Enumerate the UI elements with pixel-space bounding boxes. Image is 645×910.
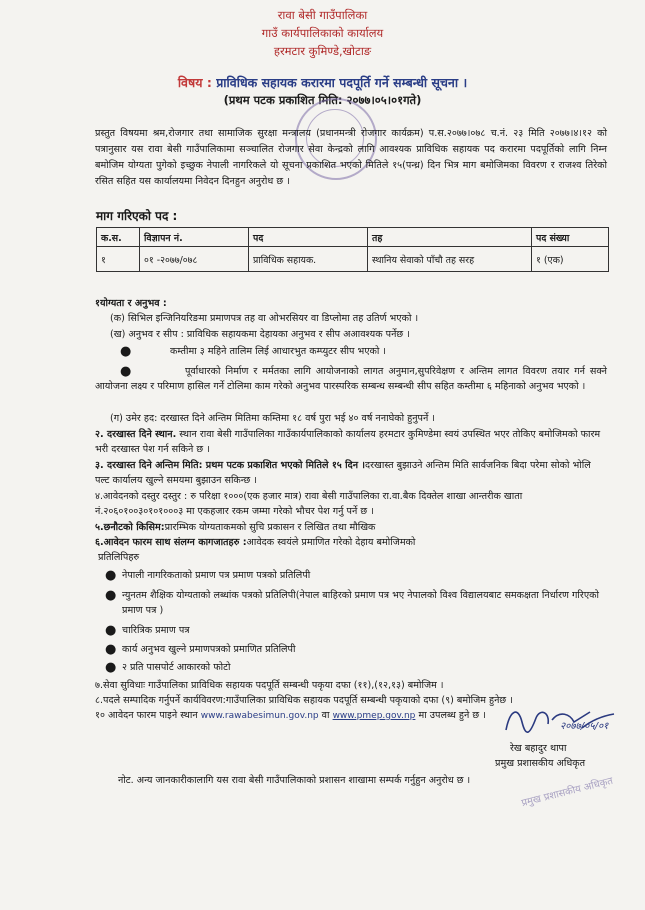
qualification-ga: (ग) उमेर हद: दरखास्त दिने अन्तिम मितिमा कम्तिमा १८ वर्ष पुरा भई ४० वर्ष ननाघेको हुनुपर्ने ।	[110, 413, 436, 424]
selection-method: ५.छनौटको किसिम:प्रारम्भिक योग्यताकमको सुचि प्रकासन र लिखित तथा मौखिक	[95, 522, 376, 533]
service-facility: ७.सेवा सुविधाः गाउँपालिका प्राविधिक सहायक पदपूर्ति सम्बन्धी पकृया दफा (११),(१२,१३) बमोजिम ।	[95, 680, 444, 691]
cell-serial: १	[97, 247, 140, 272]
posts-table	[96, 227, 609, 272]
bullet-icon: ●	[105, 588, 117, 603]
attachments-title: ६.आवेदन फारम साथ संलग्न कागजातहरु :आवेदक स्वयंले प्रमाणित गरेको देहाय बमोजिमको	[95, 537, 416, 548]
bullet-icon: ●	[105, 568, 117, 583]
signer-name: रेख बहादुर थापा	[510, 743, 567, 754]
attachment-item: चारित्रिक प्रमाण पत्र	[122, 625, 190, 636]
application-place: २. दरखास्त दिने स्थान. स्थान रावा बेसी गाउँपालिका गाउँकार्यपालिकाको कार्यालय हरमटार कुमिण्डेमा स्वयं उपस्थित भएर तोकिए बमोजिमको फारम भरी दरखास्त पेश गर्न सकिने छ ।	[95, 429, 601, 455]
attachment-item: नेपाली नागरिकताको प्रमाण पत्र प्रमाण पत्रको प्रतिलिपी	[122, 570, 311, 581]
pmep-link[interactable]: www.pmep.gov.np	[332, 711, 416, 721]
bullet-icon: ●	[105, 660, 117, 675]
table-row	[97, 247, 609, 272]
cell-advert-no: ०१ -२०७७/०७८	[140, 247, 249, 272]
handwritten-date: २०७७/०५/०१	[560, 721, 609, 732]
attachment-item: २ प्रति पासपोर्ट आकारको फोटो	[122, 662, 231, 673]
qualification-kha: (ख) अनुभव र सीप : प्राविधिक सहायकमा देहायका अनुभव र सीप अआवश्यक पर्नेछ ।	[110, 329, 410, 340]
application-fee: ४.आवेदनको दस्तुर दस्तुर : रु परिक्षा १०००(एक हजार मात्र) रावा बेसी गाउँपालिका रा.वा.बैक दिक्तेल शाखा आन्तरीक खाता नं.२०६०१००३०१०१०००३ मा एकहजार रकम जम्मा गरेको भौचर पेश गर्नु पर्ने छ ।	[95, 491, 523, 517]
qualification-title: १योग्यता र अनुभव :	[95, 298, 167, 309]
office-subname: गाउँ कार्यपालिकाको कार्यालय	[261, 26, 384, 40]
office-name: रावा बेसी गाउँपालिका	[277, 8, 368, 22]
application-deadline: ३. दरखास्त दिने अन्तिम मिति: प्रथम पटक प्रकाशित भएको मितिले १५ दिन ।दरखास्त बुझाउने अन्तिम मिति सार्वजनिक बिदा परेमा सोको भोलि पल्ट कार्यालय खुल्ने समयमा बुझाउन सकिन्छ ।	[95, 460, 591, 486]
bullet-icon: ●	[105, 623, 117, 638]
subject-label: विषय :	[177, 75, 212, 90]
col-serial: क.स.	[97, 228, 140, 247]
qualification-ka: (क) सिभिल इन्जिनियरिङमा प्रमाणपत्र तह वा ओभरसियर वा डिप्लोमा तह उतिर्ण भएको ।	[110, 313, 419, 324]
subject-text: प्राविधिक सहायक करारमा पदपूर्ति गर्ने सम्बन्धी सूचना ।	[216, 75, 468, 90]
col-post: पद	[249, 228, 368, 247]
col-level: तह	[368, 228, 532, 247]
attachments-copies: प्रतिलिपिहरु	[98, 552, 140, 563]
bullet-icon: ●	[105, 642, 117, 657]
form-availability: १० आवेदन फारम पाइने स्थान www.rawabesimun.gov.np वा www.pmep.gov.np मा उपलब्ध हुने छ ।	[95, 710, 486, 721]
publish-date: (प्रथम पटक प्रकाशित मिति: २०७७।०५।०१गते)	[223, 93, 422, 107]
office-address: हरमटार कुमिण्डे,खोटाङ	[273, 44, 372, 58]
attachment-item: न्युनतम शैक्षिक योग्यताको लब्धांक पत्रको प्रतिलिपी(नेपाल बाहिरको प्रमाण पत्र भए नेपालको विश्व विद्यालयबाट समकक्षता निर्धारण गरिएको प्रमाण पत्र )	[122, 590, 599, 616]
cell-level: स्थानिय सेवाको पाँचौ तह सरह	[368, 247, 532, 272]
col-advert-no: विज्ञापन नं.	[140, 228, 249, 247]
bullet-icon: ●	[120, 364, 132, 379]
job-description: ८.पदले सम्पादिक गर्नुपर्ने कार्यविवरण:गाउँपालिका प्राविधिक सहायक पदपूर्ति सम्बन्धी पकृयाको दफा (९) बमोजिम हुनेछ ।	[95, 695, 513, 706]
qualification-bullet-2: पूर्वाधारको निर्माण र मर्मतका लागि आयोजनाको लागत अनुमान,सुपरिवेक्षण र अन्तिम लागत विवरण तयार गर्न सक्ने आयोजना लक्ष्य र परिमाण हासिल गर्ने टोलिमा काम गरेको अनुभव पारस्परिक सम्बन्ध सम्बन्धी सीप सहित कम्तीमा ६ महिनाको अनुभव भएको ।	[95, 366, 607, 392]
attachment-item: कार्य अनुभव खुल्ने प्रमाणपत्रको प्रमाणित प्रतिलिपी	[122, 644, 296, 655]
table-header-row	[97, 228, 609, 247]
cell-post: प्राविधिक सहायक.	[249, 247, 368, 272]
subject-line	[0, 74, 645, 91]
intro-paragraph: प्रस्तुत विषयमा श्रम,रोजगार तथा सामाजिक सुरक्षा मन्त्रालय (प्रधानमन्त्री रोजगार कार्यक्रम) प.स.२०७७।०७८ च.नं. २३ मिति २०७७।४।१२ को पत्रानुसार यस रावा बेसी गाउँपालिकामा सञ्चालित रोजगार सेवा केन्द्रको लागि आवश्यक प्राविधिक सहायक पद करारमा पदपूर्तिको लागि निम्न बमोजिम योग्यता पुगेको इच्छुक नेपाली नागरिकले यो सूचना प्रकाशित भएको मितिले १५(पन्ध्र) दिन भित्र माग बमोजिमका विवरण र राजश्व तिरेको रसित सहित यस कार्यालयमा निवेदन दिनहुन अनुरोध छ ।	[95, 128, 607, 187]
rawabesi-link[interactable]: www.rawabesimun.gov.np	[200, 711, 319, 721]
col-count: पद संख्या	[532, 228, 609, 247]
qualification-bullet-1: कम्तीमा ३ महिने तालिम लिई आधारभुत कम्प्युटर सीप भएको ।	[170, 346, 387, 357]
cell-count: १ (एक)	[532, 247, 609, 272]
signer-title: प्रमुख प्रशासकीय अधिकृत	[495, 758, 586, 769]
posts-heading: माग गरिएको पद :	[96, 209, 178, 223]
bullet-icon: ●	[120, 344, 132, 359]
footer-note: नोट. अन्य जानकारीकालागि यस रावा बेसी गाउँपालिकाको प्रशासन शाखामा सम्पर्क गर्नुहुन अनुरोध छ ।	[118, 775, 471, 786]
designation-stamp: प्रमुख प्रशासकीय अधिकृत	[520, 775, 615, 810]
